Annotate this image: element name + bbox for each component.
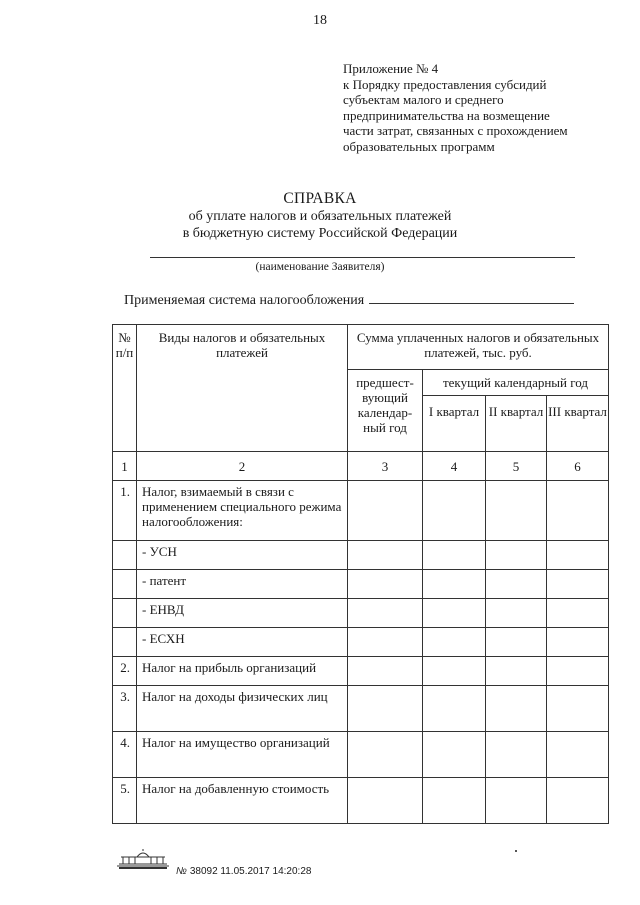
value-cell[interactable] [348, 657, 423, 686]
value-cell[interactable] [348, 570, 423, 599]
value-cell[interactable] [486, 570, 547, 599]
table-row [113, 778, 609, 824]
appendix-note [343, 61, 633, 155]
value-cell[interactable] [348, 481, 423, 541]
document-subtitle-line: об уплате налогов и обязательных платежей [188, 209, 452, 224]
column-number: 4 [423, 452, 486, 481]
table-row [113, 599, 609, 628]
row-number: 5. [113, 778, 137, 824]
header-prev-year: предшест-вующий календар-ный год [348, 370, 423, 452]
table-row [113, 541, 609, 570]
row-label: Налог на доходы физических лиц [137, 686, 348, 732]
header-sum: Сумма уплаченных налогов и обязательных платежей, тыс. руб. [348, 325, 609, 370]
value-cell[interactable] [423, 541, 486, 570]
appendix-line: Приложение № 4 [343, 61, 439, 76]
document-title: СПРАВКА [283, 190, 357, 207]
value-cell[interactable] [348, 541, 423, 570]
value-cell[interactable] [423, 657, 486, 686]
row-label: Налог на имущество организаций [137, 732, 348, 778]
header-q3: III квартал [547, 396, 609, 452]
row-number: 4. [113, 732, 137, 778]
column-number: 1 [113, 452, 137, 481]
table-row [113, 481, 609, 541]
appendix-line: к Порядку предоставления субсидий [343, 76, 547, 92]
value-cell[interactable] [486, 778, 547, 824]
column-number: 3 [348, 452, 423, 481]
value-cell[interactable] [486, 628, 547, 657]
value-cell[interactable] [486, 686, 547, 732]
value-cell[interactable] [486, 541, 547, 570]
value-cell[interactable] [348, 628, 423, 657]
tax-system-label: Применяемая система налогообложения [124, 293, 365, 308]
appendix-line: части затрат, связанных с прохождением [343, 123, 568, 139]
value-cell[interactable] [348, 732, 423, 778]
row-label: Налог на прибыль организаций [137, 657, 348, 686]
appendix-line: образовательных программ [343, 138, 495, 154]
document-heading [0, 190, 640, 242]
column-number: 6 [547, 452, 609, 481]
row-label: - ЕНВД [137, 599, 348, 628]
value-cell[interactable] [423, 778, 486, 824]
header-current-year: текущий календарный год [423, 370, 609, 396]
document-subtitle-line: в бюджетную систему Российской Федерации [182, 226, 458, 241]
applicant-name-field[interactable] [150, 257, 575, 258]
value-cell[interactable] [423, 570, 486, 599]
applicant-caption: (наименование Заявителя) [255, 261, 385, 273]
row-number [113, 570, 137, 599]
value-cell[interactable] [486, 481, 547, 541]
row-label: - патент [137, 570, 348, 599]
value-cell[interactable] [423, 481, 486, 541]
value-cell[interactable] [547, 732, 609, 778]
value-cell[interactable] [423, 686, 486, 732]
row-number: 1. [113, 481, 137, 541]
appendix-line: субъектам малого и среднего [343, 92, 504, 108]
row-label: Налог, взимаемый в связи с применением специального режима налогообложения: [137, 481, 348, 541]
value-cell[interactable] [348, 778, 423, 824]
row-number [113, 628, 137, 657]
value-cell[interactable] [547, 686, 609, 732]
row-label: Налог на добавленную стоимость [137, 778, 348, 824]
footer [115, 848, 515, 888]
value-cell[interactable] [547, 778, 609, 824]
value-cell[interactable] [547, 570, 609, 599]
value-cell[interactable] [423, 599, 486, 628]
header-q2: II квартал [486, 396, 547, 452]
table-row [113, 657, 609, 686]
value-cell[interactable] [547, 628, 609, 657]
value-cell[interactable] [486, 657, 547, 686]
page-number: 18 [313, 13, 327, 28]
header-num: № п/п [113, 325, 137, 452]
value-cell[interactable] [547, 481, 609, 541]
row-label: - УСН [137, 541, 348, 570]
value-cell[interactable] [547, 599, 609, 628]
value-cell[interactable] [348, 599, 423, 628]
table-row [113, 570, 609, 599]
row-label: - ЕСХН [137, 628, 348, 657]
scan-dot [515, 850, 517, 852]
emblem-building-icon [115, 848, 171, 870]
header-tax-type: Виды налогов и обязательных платежей [137, 325, 348, 452]
tax-system-field[interactable] [369, 291, 574, 304]
column-number: 2 [137, 452, 348, 481]
document-stamp [176, 866, 311, 877]
row-number [113, 599, 137, 628]
row-number: 3. [113, 686, 137, 732]
row-number [113, 541, 137, 570]
doc-symbol: № [176, 866, 187, 877]
doc-code: 38092 11.05.2017 14:20:28 [189, 866, 312, 877]
table-row [113, 628, 609, 657]
table-row [113, 686, 609, 732]
column-number: 5 [486, 452, 547, 481]
table-row [113, 732, 609, 778]
tax-payments-table [112, 324, 609, 824]
header-q1: I квартал [423, 396, 486, 452]
row-number: 2. [113, 657, 137, 686]
value-cell[interactable] [348, 686, 423, 732]
tax-system-row [124, 291, 574, 309]
value-cell[interactable] [486, 599, 547, 628]
value-cell[interactable] [547, 657, 609, 686]
value-cell[interactable] [423, 732, 486, 778]
value-cell[interactable] [547, 541, 609, 570]
value-cell[interactable] [486, 732, 547, 778]
value-cell[interactable] [423, 628, 486, 657]
appendix-line: предпринимательства на возмещение [343, 107, 550, 123]
